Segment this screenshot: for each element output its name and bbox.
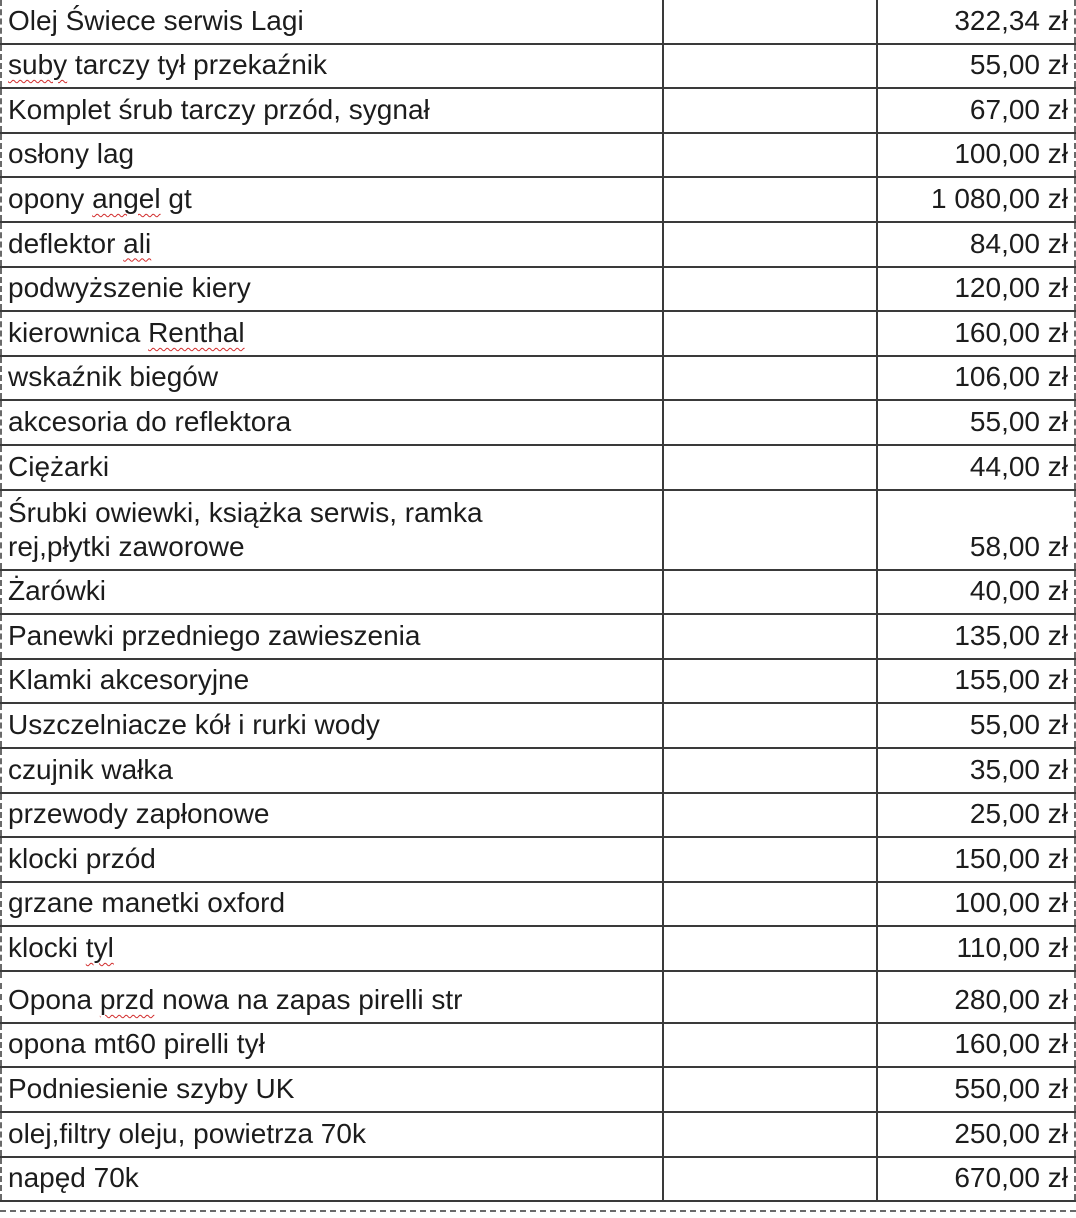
amount-cell[interactable] <box>878 883 1076 926</box>
description-text: wskaźnik biegów <box>8 361 219 393</box>
amount-value: 55,00 zł <box>969 708 1068 740</box>
amount-value: 135,00 zł <box>954 619 1068 651</box>
description-fragment: klocki <box>8 931 86 963</box>
empty-cell[interactable] <box>664 1113 878 1156</box>
table-row <box>0 268 1076 313</box>
empty-cell[interactable] <box>664 794 878 837</box>
table-row <box>0 1068 1076 1113</box>
table-row <box>0 571 1076 616</box>
amount-cell[interactable] <box>878 178 1076 221</box>
amount-cell[interactable] <box>878 972 1076 1022</box>
amount-value: 322,34 zł <box>954 4 1068 36</box>
empty-cell[interactable] <box>664 89 878 132</box>
amount-value: 55,00 zł <box>969 49 1068 81</box>
description-text: osłony lag <box>8 138 135 170</box>
description-text: Podniesienie szyby UK <box>8 1073 295 1105</box>
amount-value: 160,00 zł <box>954 316 1068 348</box>
description-cell[interactable] <box>0 446 664 489</box>
amount-cell[interactable] <box>878 268 1076 311</box>
table-row <box>0 838 1076 883</box>
description-text: olej,filtry oleju, powietrza 70k <box>8 1117 366 1149</box>
amount-value: 280,00 zł <box>954 983 1068 1015</box>
description-cell[interactable] <box>0 134 664 177</box>
amount-value: 35,00 zł <box>969 753 1068 785</box>
table-row <box>0 357 1076 402</box>
description-text <box>8 182 192 216</box>
empty-cell[interactable] <box>664 491 878 569</box>
table-row <box>0 491 1076 571</box>
misspelled-word: przd <box>99 983 155 1015</box>
description-fragment: opony <box>8 182 93 214</box>
table-row <box>0 312 1076 357</box>
misspelled-word: suby <box>8 49 68 81</box>
empty-cell[interactable] <box>664 312 878 355</box>
description-text: akcesoria do reflektora <box>8 405 292 437</box>
empty-cell[interactable] <box>664 883 878 926</box>
description-fragment: gt <box>160 182 192 214</box>
amount-cell[interactable] <box>878 927 1076 970</box>
amount-cell[interactable] <box>878 660 1076 703</box>
amount-cell[interactable] <box>878 357 1076 400</box>
amount-value: 84,00 zł <box>969 227 1068 259</box>
amount-cell[interactable] <box>878 704 1076 747</box>
empty-cell[interactable] <box>664 1068 878 1111</box>
description-text <box>8 931 114 965</box>
description-cell[interactable] <box>0 1158 664 1201</box>
amount-value: 55,00 zł <box>969 405 1068 437</box>
amount-value: 40,00 zł <box>969 575 1068 607</box>
empty-cell[interactable] <box>664 615 878 658</box>
description-cell[interactable] <box>0 838 664 881</box>
amount-cell[interactable] <box>878 401 1076 444</box>
empty-cell[interactable] <box>664 1158 878 1201</box>
misspelled-word: ali <box>123 227 152 259</box>
description-text: przewody zapłonowe <box>8 798 270 830</box>
amount-value: 155,00 zł <box>954 664 1068 696</box>
table-row <box>0 446 1076 491</box>
description-fragment: Opona <box>8 983 100 1015</box>
amount-value: 67,00 zł <box>969 93 1068 125</box>
table-row <box>0 178 1076 223</box>
amount-value: 150,00 zł <box>954 842 1068 874</box>
empty-cell[interactable] <box>664 972 878 1022</box>
table-row <box>0 972 1076 1024</box>
amount-value: 58,00 zł <box>969 530 1068 562</box>
description-cell[interactable] <box>0 749 664 792</box>
amount-cell[interactable] <box>878 491 1076 569</box>
table-row <box>0 615 1076 660</box>
amount-value: 100,00 zł <box>954 138 1068 170</box>
description-cell[interactable] <box>0 1068 664 1111</box>
description-text: Żarówki <box>8 575 107 607</box>
empty-cell[interactable] <box>664 838 878 881</box>
description-cell[interactable] <box>0 660 664 703</box>
description-cell[interactable] <box>0 178 664 221</box>
amount-cell[interactable] <box>878 749 1076 792</box>
amount-cell[interactable] <box>878 571 1076 614</box>
description-text: podwyższenie kiery <box>8 272 251 304</box>
description-fragment: kierownica <box>8 316 149 348</box>
amount-value: 106,00 zł <box>954 361 1068 393</box>
amount-value: 1 080,00 zł <box>931 182 1068 214</box>
amount-cell[interactable] <box>878 1113 1076 1156</box>
empty-cell[interactable] <box>664 134 878 177</box>
description-cell[interactable] <box>0 1024 664 1067</box>
table-row <box>0 1113 1076 1158</box>
description-text: Olej Świece serwis Lagi <box>8 4 304 36</box>
amount-cell[interactable] <box>878 223 1076 266</box>
description-cell[interactable] <box>0 883 664 926</box>
table-row <box>0 401 1076 446</box>
empty-cell[interactable] <box>664 704 878 747</box>
table-row <box>0 1024 1076 1069</box>
amount-cell[interactable] <box>878 838 1076 881</box>
description-fragment: deflektor <box>8 227 124 259</box>
table-row <box>0 0 1076 45</box>
table-row <box>0 794 1076 839</box>
description-text: opona mt60 pirelli tył <box>8 1028 265 1060</box>
empty-cell[interactable] <box>664 45 878 88</box>
description-cell[interactable] <box>0 927 664 970</box>
description-text: Śrubki owiewki, książka serwis, ramka rej,płytki zaworowe <box>8 496 483 562</box>
empty-cell[interactable] <box>664 223 878 266</box>
amount-value: 120,00 zł <box>954 272 1068 304</box>
description-cell[interactable] <box>0 223 664 266</box>
amount-cell[interactable] <box>878 134 1076 177</box>
description-text: Ciężarki <box>8 450 110 482</box>
amount-value: 25,00 zł <box>969 798 1068 830</box>
sheet-bottom-border <box>0 1210 1076 1218</box>
amount-cell[interactable] <box>878 615 1076 658</box>
description-text: grzane manetki oxford <box>8 887 286 919</box>
amount-cell[interactable] <box>878 446 1076 489</box>
table-row <box>0 704 1076 749</box>
table-row <box>0 89 1076 134</box>
amount-value: 100,00 zł <box>954 887 1068 919</box>
amount-cell[interactable] <box>878 1068 1076 1111</box>
empty-cell[interactable] <box>664 927 878 970</box>
empty-cell[interactable] <box>664 357 878 400</box>
description-cell[interactable] <box>0 312 664 355</box>
description-text <box>8 316 245 350</box>
amount-value: 44,00 zł <box>969 450 1068 482</box>
amount-cell[interactable] <box>878 312 1076 355</box>
description-cell[interactable] <box>0 571 664 614</box>
description-cell[interactable] <box>0 794 664 837</box>
misspelled-word: Renthal <box>148 316 245 348</box>
table-row <box>0 134 1076 179</box>
description-cell[interactable] <box>0 89 664 132</box>
table-row <box>0 223 1076 268</box>
description-text: Klamki akcesoryjne <box>8 664 250 696</box>
empty-cell[interactable] <box>664 401 878 444</box>
empty-cell[interactable] <box>664 178 878 221</box>
table-row <box>0 927 1076 972</box>
description-cell[interactable] <box>0 268 664 311</box>
amount-cell[interactable] <box>878 1024 1076 1067</box>
empty-cell[interactable] <box>664 268 878 311</box>
description-cell[interactable] <box>0 1113 664 1156</box>
misspelled-word: angel <box>92 182 161 214</box>
amount-cell[interactable] <box>878 0 1076 43</box>
description-cell[interactable] <box>0 491 664 569</box>
description-cell[interactable] <box>0 972 664 1022</box>
misspelled-word: tyl <box>85 931 114 963</box>
description-text: Komplet śrub tarczy przód, sygnał <box>8 93 430 125</box>
description-text <box>8 227 151 261</box>
amount-value: 550,00 zł <box>954 1073 1068 1105</box>
description-cell[interactable] <box>0 401 664 444</box>
description-text: Panewki przedniego zawieszenia <box>8 619 421 651</box>
description-text: Uszczelniacze kół i rurki wody <box>8 708 380 740</box>
amount-cell[interactable] <box>878 794 1076 837</box>
empty-cell[interactable] <box>664 660 878 703</box>
table-row <box>0 749 1076 794</box>
description-text <box>8 48 327 82</box>
empty-cell[interactable] <box>664 0 878 43</box>
description-cell[interactable] <box>0 0 664 43</box>
empty-cell[interactable] <box>664 749 878 792</box>
amount-cell[interactable] <box>878 45 1076 88</box>
description-text <box>8 983 462 1017</box>
description-fragment: tarczy tył przekaźnik <box>67 49 328 81</box>
amount-cell[interactable] <box>878 1158 1076 1201</box>
amount-value: 670,00 zł <box>954 1162 1068 1194</box>
empty-cell[interactable] <box>664 446 878 489</box>
description-cell[interactable] <box>0 45 664 88</box>
description-cell[interactable] <box>0 704 664 747</box>
description-text: czujnik wałka <box>8 753 173 785</box>
table-row <box>0 45 1076 90</box>
amount-cell[interactable] <box>878 89 1076 132</box>
empty-cell[interactable] <box>664 1024 878 1067</box>
description-cell[interactable] <box>0 615 664 658</box>
table-row <box>0 1158 1076 1203</box>
amount-value: 160,00 zł <box>954 1028 1068 1060</box>
table-row <box>0 660 1076 705</box>
description-fragment: nowa na zapas pirelli str <box>154 983 463 1015</box>
description-cell[interactable] <box>0 357 664 400</box>
amount-value: 110,00 zł <box>956 931 1068 963</box>
description-text: napęd 70k <box>8 1162 139 1194</box>
description-text: klocki przód <box>8 842 156 874</box>
amount-value: 250,00 zł <box>954 1117 1068 1149</box>
empty-cell[interactable] <box>664 571 878 614</box>
table-row <box>0 883 1076 928</box>
